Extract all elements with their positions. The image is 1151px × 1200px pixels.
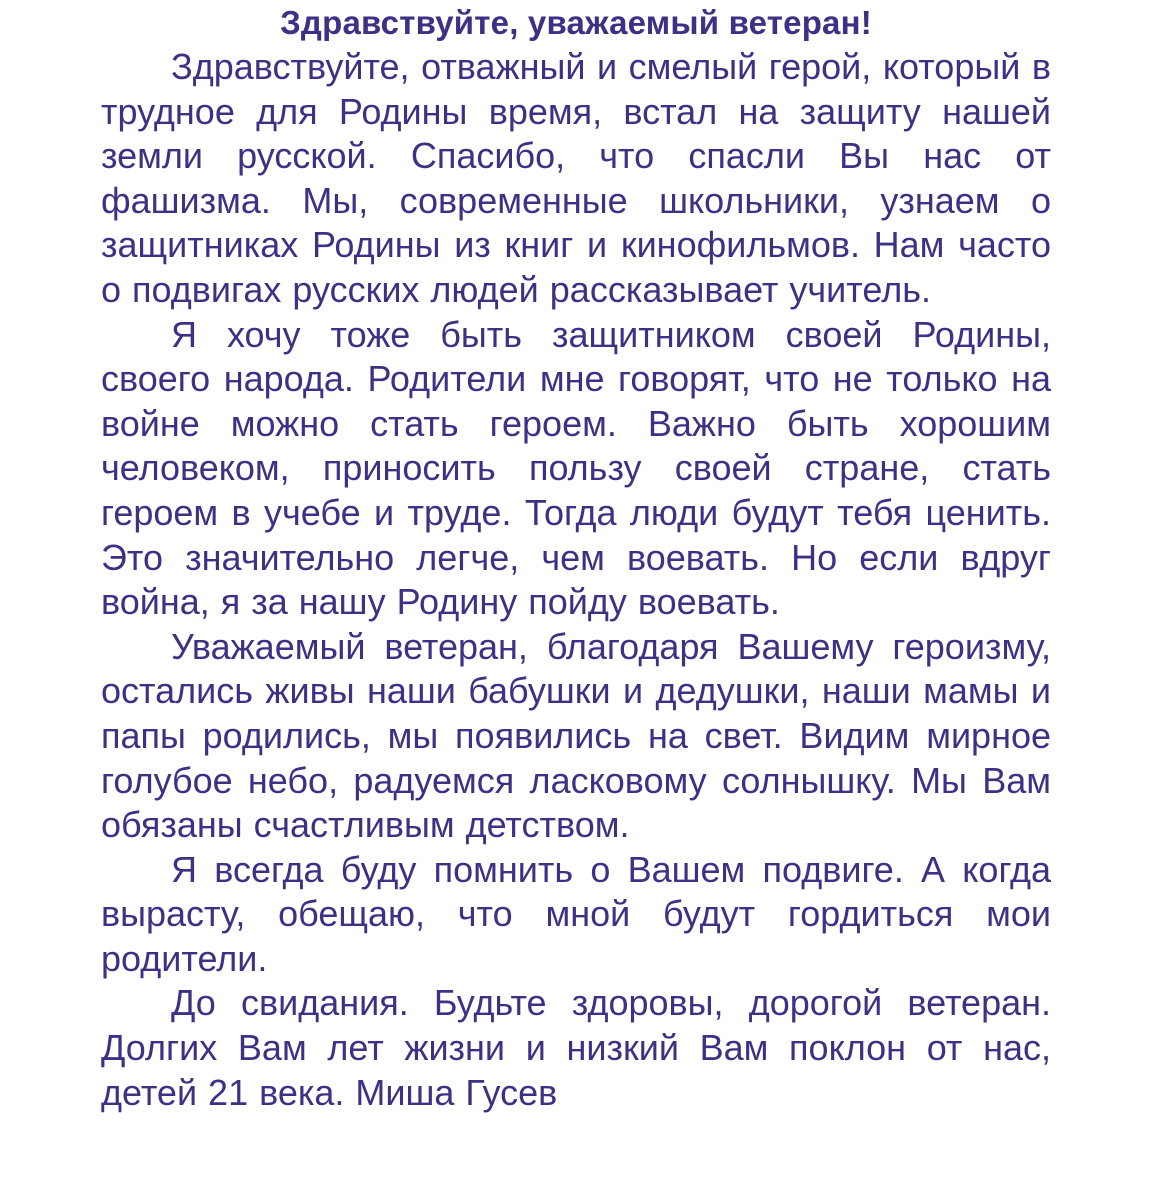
letter-paragraph-2: Я хочу тоже быть защитником своей Родины, своего народа. Родители мне говорят, что не только на войне можно стать героем. Важно быть хорошим человеком, приносить пользу своей стране, стать героем в учебе и труде. Тогда люди будут тебя ценить. Это значительно легче, чем воевать. Но если вдруг война, я за нашу Родину пойду воевать. bbox=[101, 313, 1051, 623]
letter-paragraph-1: Здравствуйте, отважный и смелый герой, который в трудное для Родины время, встал на защиту нашей земли русской. Спасибо, что спасли Вы нас от фашизма. Мы, современные школьники, узнаем о защитниках Родины из книг и кинофильмов. Нам часто о подвигах русских людей рассказывает учитель. bbox=[101, 46, 1051, 310]
letter-title: Здравствуйте, уважаемый ветеран! bbox=[280, 4, 872, 41]
letter-paragraph-4: Я всегда буду помнить о Вашем подвиге. А когда вырасту, обещаю, что мной будут гордиться мои родители. bbox=[101, 848, 1051, 979]
letter-paragraph-3: Уважаемый ветеран, благодаря Вашему героизму, остались живы наши бабушки и дедушки, наши мамы и папы родились, мы появились на свет. Видим мирное голубое небо, радуемся ласковому солнышку. Мы Вам обязаны счастливым детством. bbox=[101, 625, 1051, 846]
letter-paragraph-5: До свидания. Будьте здоровы, дорогой ветеран. Долгих Вам лет жизни и низкий Вам поклон от нас, детей 21 века. Миша Гусев bbox=[101, 982, 1051, 1113]
